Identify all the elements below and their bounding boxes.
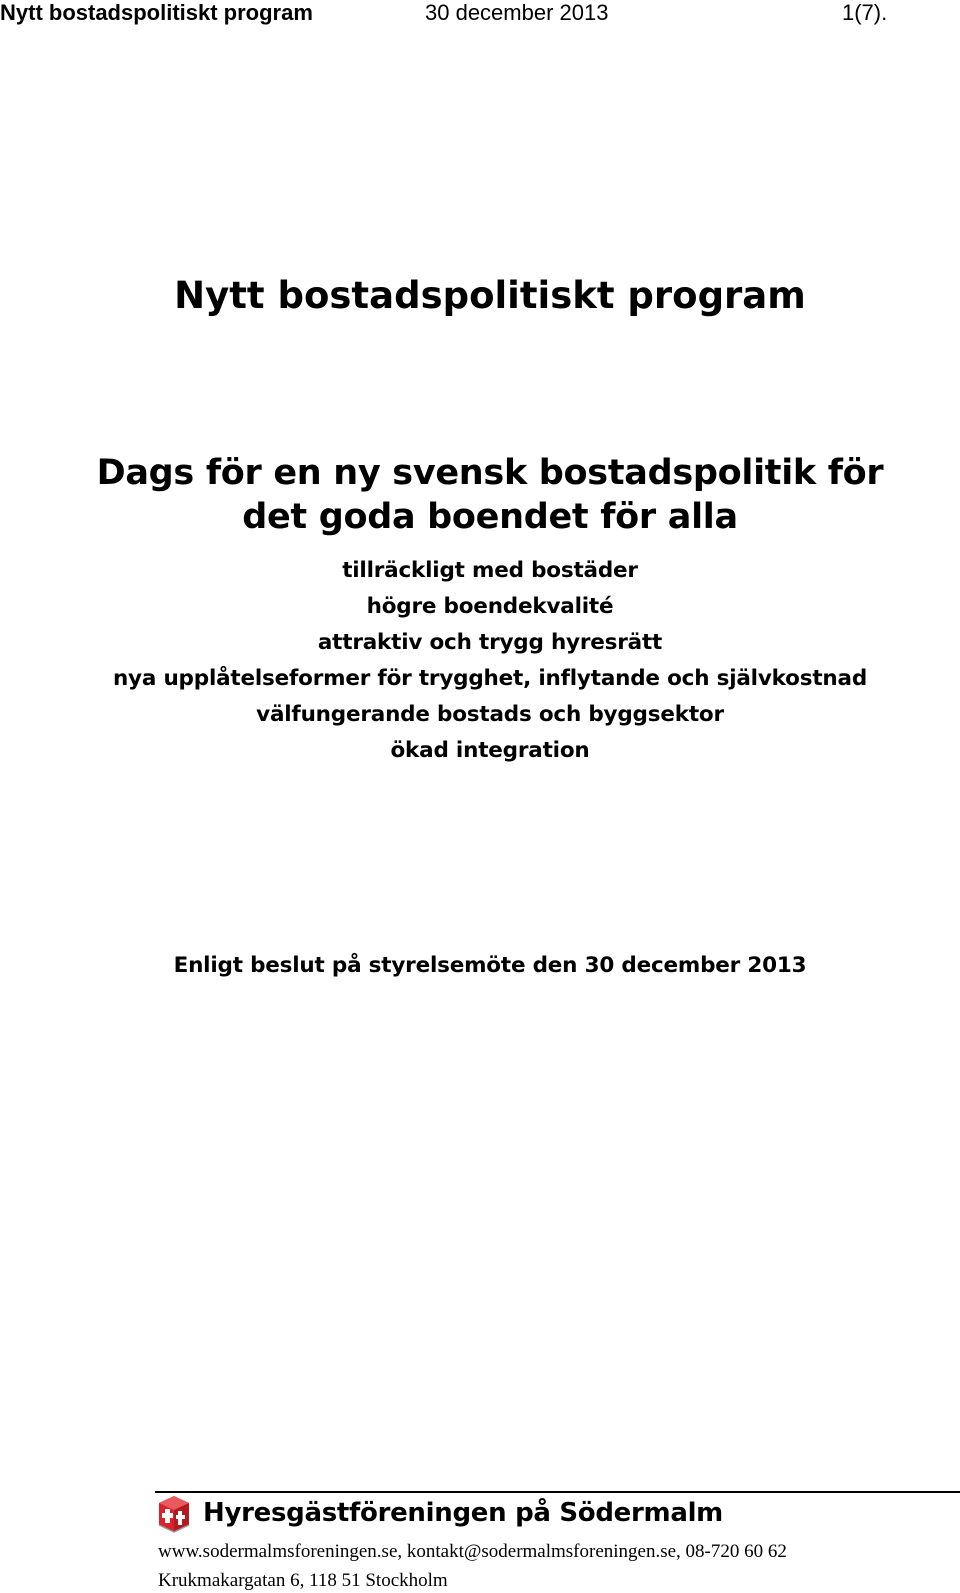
- logo-white-bar-right-cross: [176, 1515, 185, 1519]
- decision-statement: Enligt beslut på styrelsemöte den 30 december 2013: [173, 953, 807, 978]
- program-points-list: [0, 553, 960, 769]
- program-point: attraktiv och trygg hyresrätt: [317, 630, 663, 655]
- footer-address: Krukmakargatan 6, 118 51 Stockholm: [158, 1570, 448, 1591]
- hyresgastforeningen-logo-icon: [157, 1495, 191, 1533]
- subtitle-line-1: Dags för en ny svensk bostadspolitik för: [96, 453, 884, 493]
- footer-organization-name: Hyresgästföreningen på Södermalm: [203, 1498, 723, 1528]
- program-point: välfungerande bostads och byggsektor: [256, 702, 724, 727]
- footer-contact-info: www.sodermalmsforeningen.se, kontakt@sodermalmsforeningen.se, 08-720 60 62: [158, 1541, 787, 1562]
- logo-graphic: [157, 1495, 191, 1533]
- page-title: Nytt bostadspolitiskt program: [174, 274, 806, 317]
- program-point: ökad integration: [390, 738, 590, 763]
- subtitle-line-2: det goda boendet för alla: [242, 497, 738, 537]
- header-page-number: 1(7).: [842, 0, 888, 25]
- program-point: nya upplåtelseformer för trygghet, inflytande och självkostnad: [112, 666, 868, 691]
- program-point: tillräckligt med bostäder: [342, 558, 638, 583]
- footer-divider: [155, 1491, 960, 1493]
- header-document-title: Nytt bostadspolitiskt program: [0, 0, 313, 25]
- header-date: 30 december 2013: [425, 0, 609, 25]
- logo-white-bar-cross: [162, 1513, 173, 1518]
- program-point: högre boendekvalité: [366, 594, 614, 619]
